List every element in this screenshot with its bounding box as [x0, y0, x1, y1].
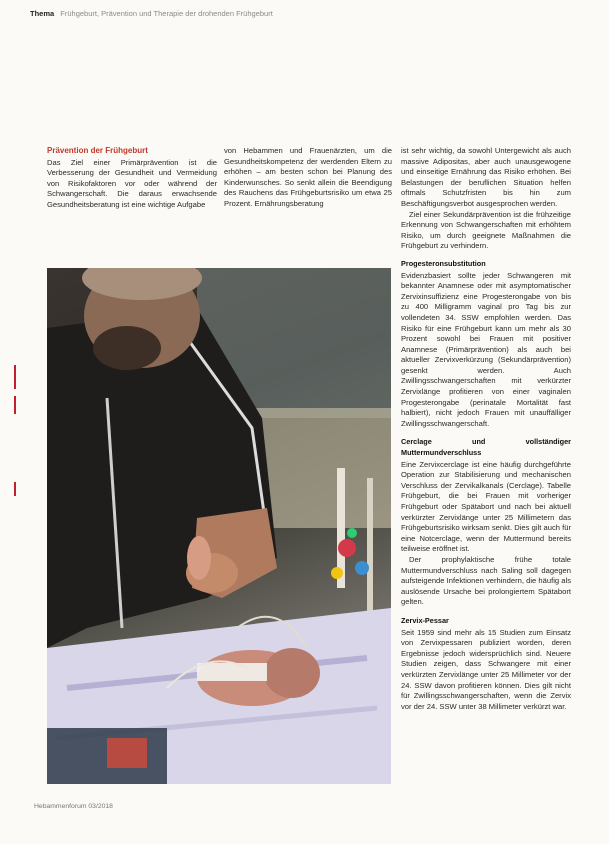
- section-title: Prävention der Frühgeburt: [47, 146, 148, 155]
- edge-mark: [14, 482, 16, 496]
- column-2: [224, 146, 392, 210]
- paragraph: Ziel einer Sekundärprävention ist die frühzeitige Erkennung von Schwangerschaften mit erhöhtem Risiko, um durch geeignete Maßnahmen die Frühgeburt zu verhindern.: [401, 209, 571, 251]
- column-1: [47, 146, 217, 211]
- paragraph: von Hebammen und Frauenärzten, um die Gesundheitskompetenz der werdenden Eltern zu erhöhen – am besten schon bei Planung des Kinderwunsches. So senkt allein die Beendigung des Rauchens das Frühgeburtsrisiko um etwa 25 Prozent. Ernährungsberatung: [224, 146, 392, 208]
- paragraph: Eine Zervixcerclage ist eine häufig durchgeführte Operation zur Stabilisierung und mechanischen Verschluss der Zervikalkanals (Cerclage). Tabelle Frühgeburt, die bei Frauen mit vorheriger Frühgeburt oder Spätabort und nach bei aktuell verkürzter Zervixlänge unter 25 Millimetern das Frühgeburtsrisiko wirksam senkt. Dies gilt auch für eine Notcerclage, wenn der Muttermund bereits teilweise eröffnet ist.: [401, 459, 571, 554]
- paragraph: Seit 1959 sind mehr als 15 Studien zum Einsatz von Zervixpessaren publiziert worden, deren Ergebnisse jedoch widersprüchlich sind. Neuere Studien zeigen, dass Schwangere mit einer verkürzten Zervixlänge unter 25 Millimeter vor der 24. SSW davon profitieren können. Dies gilt nicht für Zwillingsschwangerschaften, wenn die Zervix vor der 24. SSW unter 38 Millimeter verkürzt war.: [401, 627, 571, 711]
- article-photo: [47, 268, 391, 784]
- page-footer: Hebammenforum 03/2018: [34, 803, 113, 810]
- subheading-progesteron: Progesteronsubstitution: [401, 258, 486, 268]
- header-section: Thema: [30, 9, 55, 18]
- paragraph: ist sehr wichtig, da sowohl Untergewicht als auch massive Adipositas, aber auch unausgewogene und einseitige Ernährung das Risiko erhöhen. Bei Belastungen der beruflichen Situation helfen oftmals Schutzfristen bis hin zum Beschäftigungsverbot ausgesprochen werden.: [401, 146, 571, 208]
- paragraph: Der prophylaktische frühe totale Muttermundverschluss nach Saling soll dagegen aufsteigende Infektionen verhindern, die häufig als auslösende Ursache bei prolongiertem Spätabort gelten.: [401, 554, 571, 607]
- photo-illustration: [47, 268, 391, 784]
- edge-mark: [14, 365, 16, 389]
- paragraph: Evidenzbasiert sollte jeder Schwangeren mit bekannter Anamnese oder mit asymptomatischer Zervixinsuffizienz eine Progesterongabe von bis zu 400 Milligramm vaginal pro Tag bis zur vollendeten 34. SSW empfohlen werden. Das Risiko für eine Frühgeburt kann um mehr als 30 Prozent sowohl bei Frauen mit positiver Anamnese (Primärprävention) als auch bei aktueller Zervixverkürzung (Sekundärprävention) gesenkt werden. Auch Zwillingsschwangerschaften mit verkürzter Zervixlänge profitieren von einer vaginalen Progesterongabe (perinatale Mortalität fast halbiert), nicht jedoch Frauen mit unauffälliger Zwillingsschwangerschaft.: [401, 270, 571, 428]
- edge-mark: [14, 396, 16, 414]
- running-header: [30, 9, 273, 18]
- subheading-pessar: Zervix-Pessar: [401, 615, 449, 625]
- header-subtitle: Frühgeburt, Prävention und Therapie der drohenden Frühgeburt: [60, 9, 273, 18]
- column-3: [401, 146, 571, 712]
- paragraph: Das Ziel einer Primärprävention ist die Verbesserung der Gesundheit und Vermeidung von Risikofaktoren vor oder während der Schwangerschaft. Die daraus erwachsende Gesundheitsberatung ist eine wichtige Aufgabe: [47, 157, 217, 209]
- subheading-cerclage: Cerclage und vollständiger Muttermundverschluss: [401, 437, 571, 458]
